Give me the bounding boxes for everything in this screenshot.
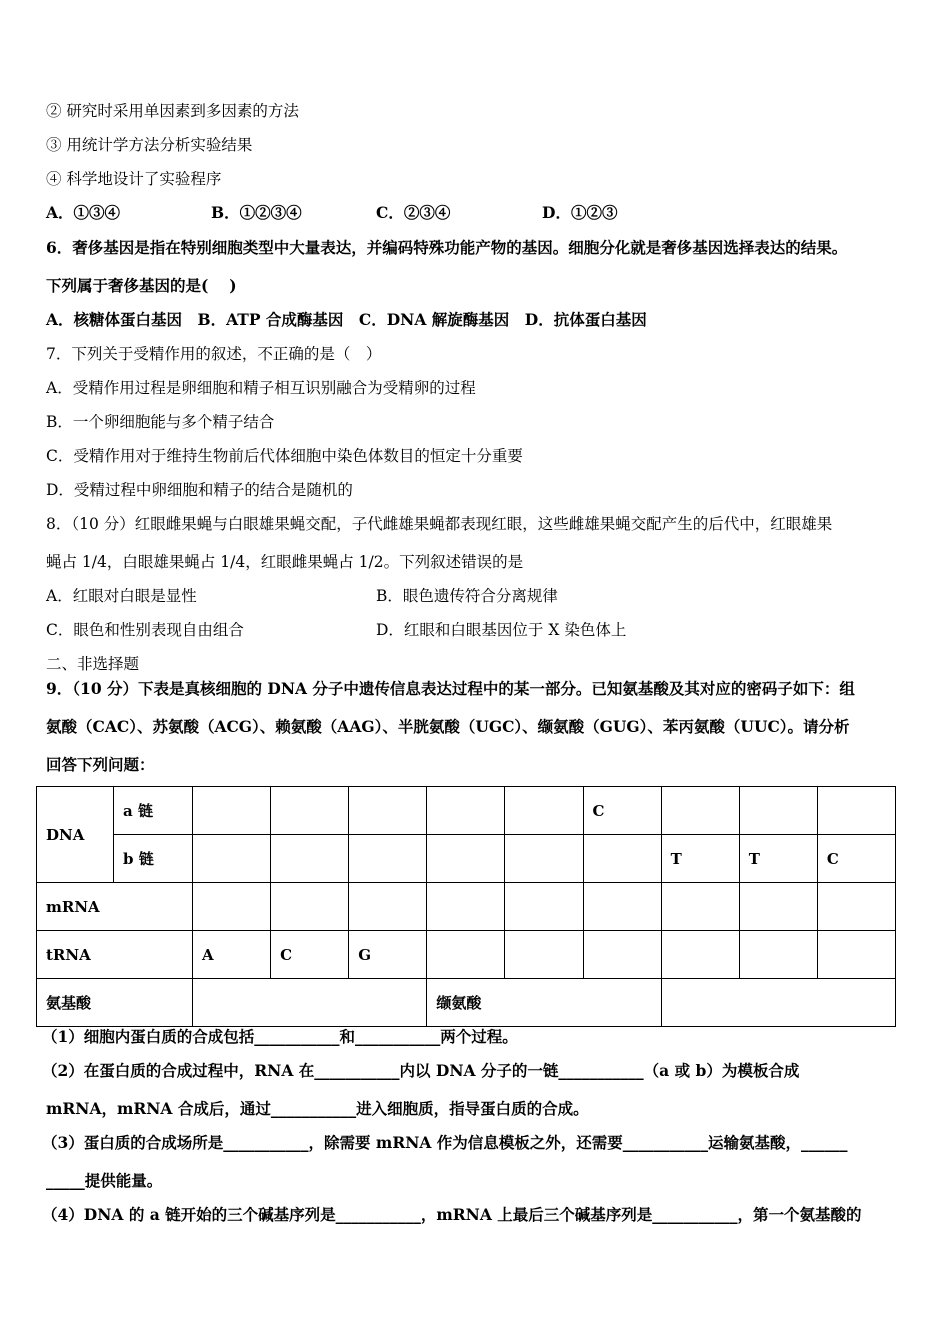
subq-4-line1: （4）DNA 的 a 链开始的三个碱基序列是___________，mRNA 上最后三个碱基序列是___________，第一个氨基酸的 [42,1205,862,1224]
table-row-mrna [37,883,896,931]
q7-option-a: A．受精作用过程是卵细胞和精子相互识别融合为受精卵的过程 [46,379,476,397]
q8-option-c: C．眼色和性别表现自由组合 [46,621,244,639]
q7-option-b: B．一个卵细胞能与多个精子结合 [46,413,275,431]
table-cell [661,883,739,931]
table-cell [427,835,505,883]
q7-option-d: D．受精过程中卵细胞和精子的结合是随机的 [46,481,353,499]
item-3: ③ 用统计学方法分析实验结果 [46,136,253,154]
cell-dna-label: DNA [37,787,114,883]
q5-option-a: A．①③④ [46,203,121,222]
subq-2-line1: （2）在蛋白质的合成过程中，RNA 在___________内以 DNA 分子的一链___________（a 或 b）为模板合成 [42,1061,800,1080]
genetic-table [36,786,896,1027]
table-cell [817,931,895,979]
table-cell: C [583,787,661,835]
table-row-b-chain [37,835,896,883]
q5-option-b: B．①②③④ [211,203,302,222]
table-cell [193,787,271,835]
table-cell [271,883,349,931]
table-cell [427,883,505,931]
table-cell [661,979,895,1027]
item-2: ② 研究时采用单因素到多因素的方法 [46,102,299,120]
table-row-a-chain [37,787,896,835]
table-cell [427,931,505,979]
table-cell [583,883,661,931]
table-cell [739,931,817,979]
table-cell: T [661,835,739,883]
q8-option-a: A．红眼对白眼是显性 [46,587,197,605]
table-cell [505,931,583,979]
q5-option-d: D．①②③ [542,203,618,222]
q9-stem-line3: 回答下列问题： [46,755,155,774]
cell-a-chain-label: a 链 [114,787,193,835]
subq-2-line2: mRNA，mRNA 合成后，通过___________进入细胞质，指导蛋白质的合成。 [46,1099,589,1118]
q9-stem-line2: 氨酸（CAC）、苏氨酸（ACG）、赖氨酸（AAG）、半胱氨酸（UGC）、缬氨酸（GUG）、苯丙氨酸（UUC）。请分析 [46,717,850,736]
q7-stem: 7．下列关于受精作用的叙述，不正确的是（ ） [46,345,382,363]
table-cell [193,835,271,883]
table-cell: T [739,835,817,883]
table-cell: 缬氨酸 [427,979,661,1027]
q6-stem-line1: 6．奢侈基因是指在特别细胞类型中大量表达，并编码特殊功能产物的基因。细胞分化就是奢侈基因选择表达的结果。 [46,238,848,257]
table-cell [817,787,895,835]
q6-stem-line2: 下列属于奢侈基因的是( ) [46,276,237,295]
table-cell [661,931,739,979]
table-cell [817,883,895,931]
item-4: ④ 科学地设计了实验程序 [46,170,222,188]
table-cell [583,931,661,979]
table-cell [193,979,427,1027]
table-cell: C [817,835,895,883]
table-cell [349,787,427,835]
q6-options: A．核糖体蛋白基因 B．ATP 合成酶基因 C．DNA 解旋酶基因 D．抗体蛋白基因 [46,310,647,329]
subq-3-line1: （3）蛋白质的合成场所是___________，除需要 mRNA 作为信息模板之外，还需要___________运输氨基酸，______ [42,1133,848,1152]
table-cell [739,883,817,931]
cell-amino-acid-label: 氨基酸 [37,979,193,1027]
cell-trna-label: tRNA [37,931,193,979]
q8-stem-line2: 蝇占 1/4，白眼雄果蝇占 1/4，红眼雌果蝇占 1/2。下列叙述错误的是 [46,553,524,571]
q8-stem-line1: 8．（10 分）红眼雌果蝇与白眼雄果蝇交配，子代雌雄果蝇都表现红眼，这些雌雄果蝇交配产生的后代中，红眼雄果 [46,515,833,533]
table-cell: C [271,931,349,979]
table-cell [349,835,427,883]
table-cell: A [193,931,271,979]
subq-1: （1）细胞内蛋白质的合成包括___________和___________两个过程。 [42,1027,518,1046]
table-cell [505,883,583,931]
table-cell [349,883,427,931]
table-cell [427,787,505,835]
q7-option-c: C．受精作用对于维持生物前后代体细胞中染色体数目的恒定十分重要 [46,447,523,465]
table-cell: G [349,931,427,979]
q5-option-c: C．②③④ [376,203,451,222]
table-cell [583,835,661,883]
cell-b-chain-label: b 链 [114,835,193,883]
q8-option-b: B．眼色遗传符合分离规律 [376,587,558,605]
table-cell [271,835,349,883]
table-cell [271,787,349,835]
q8-option-d: D．红眼和白眼基因位于 X 染色体上 [376,621,627,639]
table-cell [505,835,583,883]
section-heading: 二、非选择题 [46,655,140,673]
table-cell [661,787,739,835]
table-row-trna [37,931,896,979]
q9-stem-line1: 9．（10 分）下表是真核细胞的 DNA 分子中遗传信息表达过程中的某一部分。已知氨基酸及其对应的密码子如下：组 [46,679,855,698]
table-cell [505,787,583,835]
table-cell [193,883,271,931]
cell-mrna-label: mRNA [37,883,193,931]
table-cell [739,787,817,835]
table-row-amino-acid [37,979,896,1027]
subq-3-line2: _____提供能量。 [46,1171,163,1190]
